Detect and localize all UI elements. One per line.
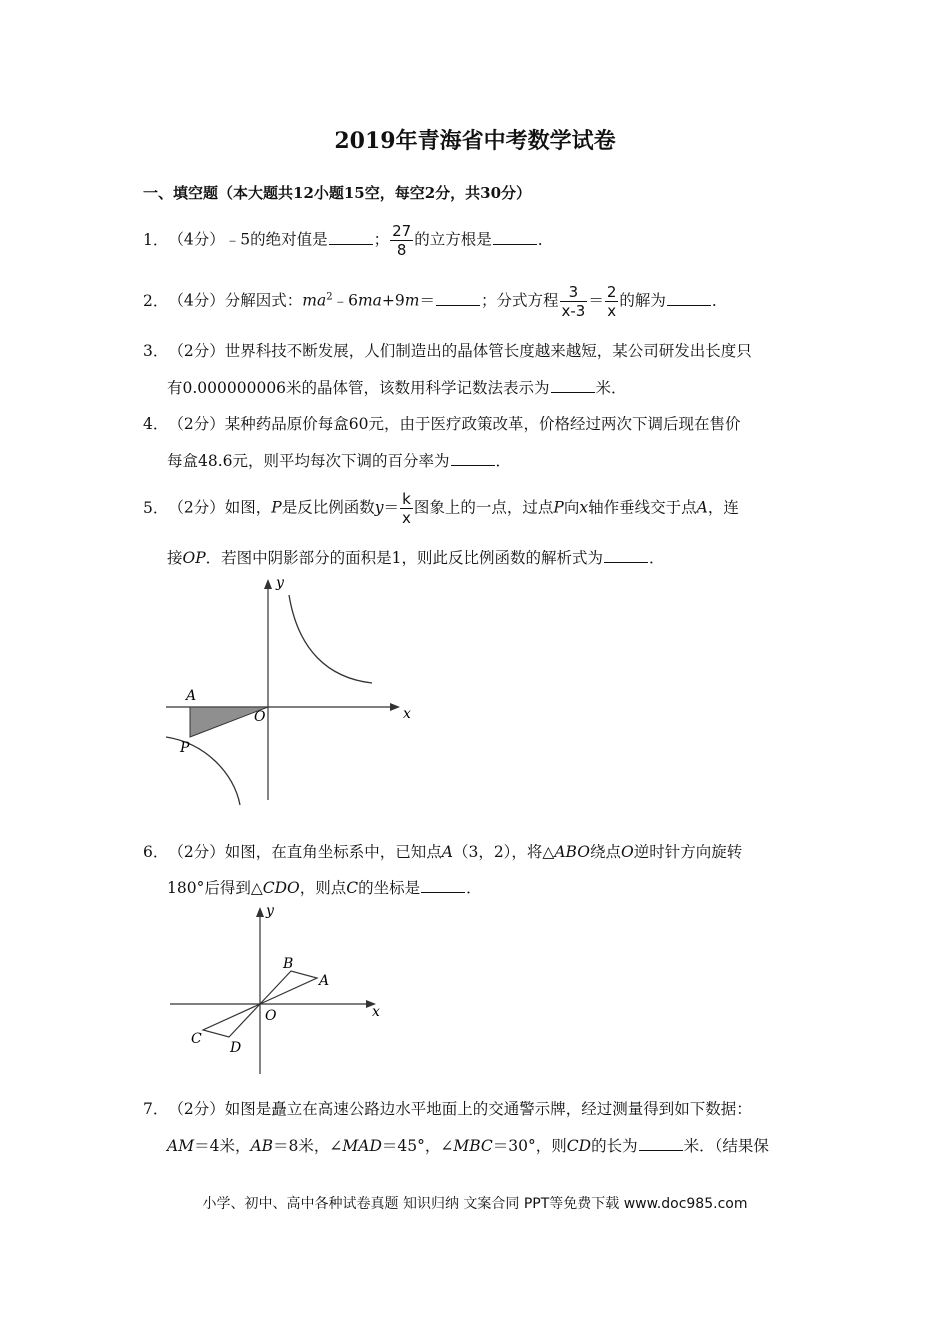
label-y: y	[276, 575, 284, 591]
question-4-line-2: 每盒48.6元，则平均每次下调的百分率为 ．	[167, 452, 512, 470]
answer-blank	[421, 878, 465, 893]
question-7: 7．（2分）如图是矗立在高速公路边水平地面上的交通警示牌，经过测量得到如下数据：	[143, 1097, 752, 1119]
x-axis-arrow	[390, 703, 400, 711]
question-6-line-2: 180°后得到△CDO，则点C的坐标是 ．	[167, 879, 482, 897]
figure-rotation	[160, 900, 400, 1080]
fraction: $\frac{2}{x}$	[606, 283, 617, 320]
triangle-CDO	[203, 1004, 260, 1037]
label-x: x	[372, 1004, 380, 1020]
question-number: 2．	[143, 291, 169, 310]
question-3: 3．（2分）世界科技不断发展，人们制造出的晶体管长度越来越短，某公司研发出长度只	[143, 339, 752, 361]
question-6: 6．（2分）如图，在直角坐标系中，已知点A（3，2），将△ABO绕点O逆时针方向旋转	[143, 840, 742, 862]
label-C: C	[191, 1031, 202, 1047]
triangle-ABO	[260, 971, 317, 1004]
question-3-line-2: 有0.000000006米的晶体管，该数用科学记数法表示为 米．	[167, 379, 627, 397]
page-title: 2019年青海省中考数学试卷	[334, 128, 616, 154]
question-number: 7．	[143, 1100, 169, 1118]
label-P: P	[180, 740, 190, 756]
answer-blank	[551, 378, 595, 393]
footer-text: 小学、初中、高中各种试卷真题 知识归纳 文案合同 PPT等免费下载 www.doc985.com	[202, 1196, 748, 1212]
section-heading: 一、填空题（本大题共12小题15空，每空2分，共30分）	[143, 184, 532, 202]
question-number: 3．	[143, 342, 169, 360]
label-D: D	[230, 1040, 242, 1056]
fraction: $\frac{k}{x}$	[401, 490, 411, 527]
question-4: 4．（2分）某种药品原价每盒60元，由于医疗政策改革，价格经过两次下调后现在售价	[143, 412, 740, 434]
answer-blank	[451, 451, 495, 466]
question-number: 5．	[143, 498, 169, 517]
question-7-line-2: AM＝4米，AB＝8米，∠MAD＝45°，∠MBC＝30°，则CD的长为 米．（结果保	[167, 1137, 769, 1155]
label-B: B	[283, 956, 294, 972]
label-y: y	[266, 903, 274, 919]
question-5-line-2: 接OP．若图中阴影部分的面积是1，则此反比例函数的解析式为 ．	[167, 549, 665, 567]
label-A: A	[186, 688, 197, 704]
question-2: 2．（4分）分解因式：$ma^2﹣6ma+9m=$ ；分式方程 $\frac{3}{x-3}$ ＝ $\frac{2}{x}$ 的解为 ．	[143, 283, 728, 320]
curve-quadrant-3	[166, 737, 240, 805]
answer-blank	[436, 291, 480, 306]
question-5: 5．（2分）如图，P是反比例函数y＝ $\frac{k}{x}$ 图象上的一点，过点P向x轴作垂线交于点A，连	[143, 490, 739, 527]
answer-blank	[329, 230, 373, 245]
curve-quadrant-1	[289, 595, 372, 683]
answer-blank	[639, 1136, 683, 1151]
question-1: 1．（4分）﹣5的绝对值是 ； $\frac{27}{8}$ 的立方根是 ．	[143, 222, 554, 259]
label-A: A	[319, 973, 330, 989]
y-axis-arrow	[264, 579, 272, 589]
label-x: x	[403, 706, 411, 722]
question-number: 6．	[143, 843, 169, 861]
answer-blank	[493, 230, 537, 245]
answer-blank	[667, 291, 711, 306]
y-axis-arrow	[256, 907, 264, 917]
question-number: 1．	[143, 230, 169, 249]
question-number: 4．	[143, 415, 169, 433]
figure-inverse-proportion	[160, 575, 430, 810]
label-O: O	[265, 1008, 277, 1024]
label-O: O	[254, 709, 266, 725]
fraction: $\frac{27}{8}$	[392, 222, 412, 259]
fraction: $\frac{3}{x-3}$	[561, 283, 586, 320]
answer-blank	[604, 548, 648, 563]
